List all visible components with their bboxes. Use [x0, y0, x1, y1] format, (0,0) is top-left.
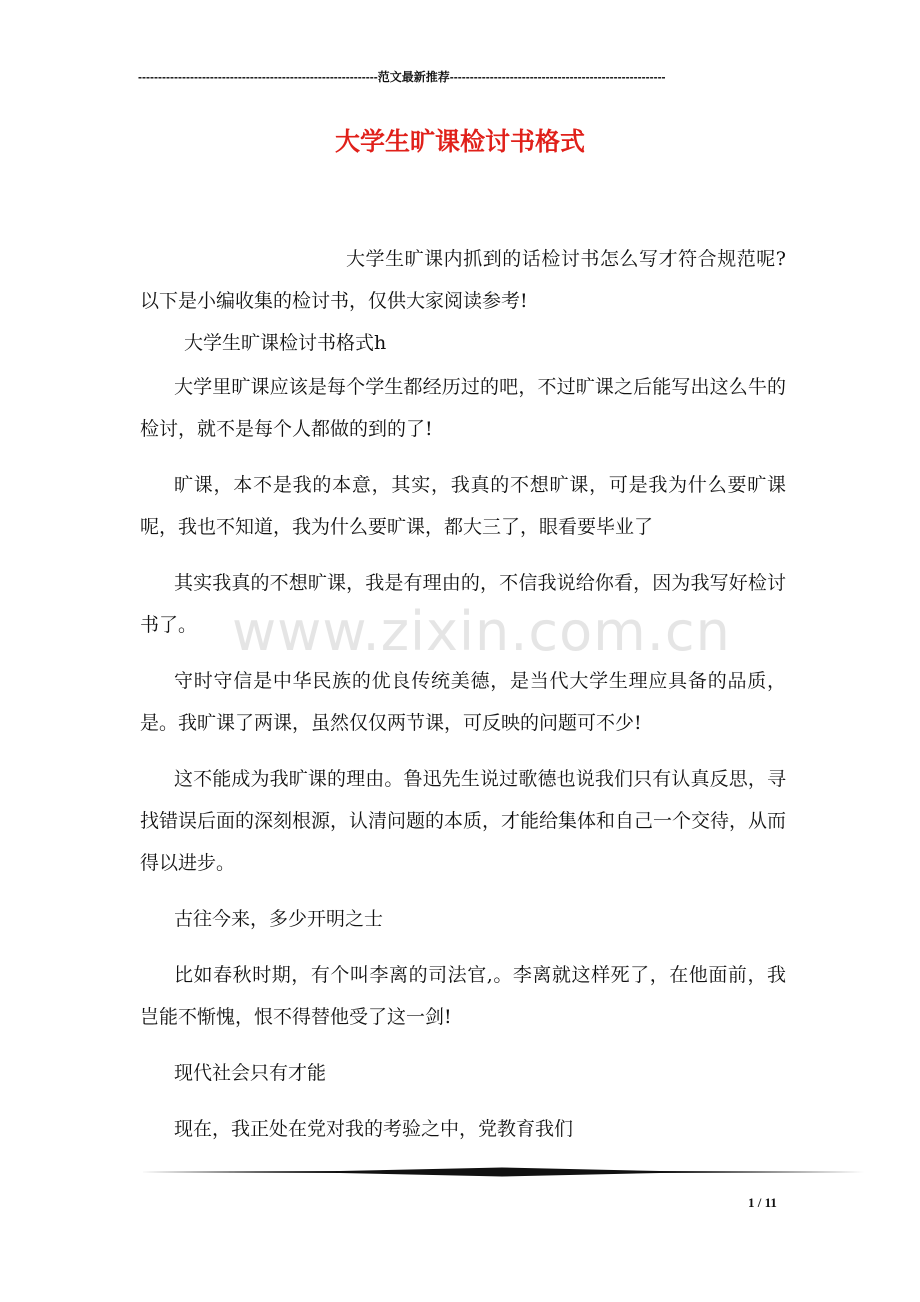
body-paragraph: 这不能成为我旷课的理由。鲁迅先生说过歌德也说我们只有认真反思，寻找错误后面的深刻根源，认清问题的本质，才能给集体和自己一个交待，从而得以进步。 [140, 768, 787, 874]
subheading: 大学生旷课检讨书格式h [184, 332, 387, 354]
body-paragraph: 现在，我正处在党对我的考验之中，党教育我们 [174, 1118, 574, 1140]
body-paragraph: 现代社会只有才能 [174, 1062, 327, 1084]
body-paragraph: 其实我真的不想旷课，我是有理由的，不信我说给你看，因为我写好检讨书了。 [140, 572, 786, 636]
document-title: 大学生旷课检讨书格式 [334, 127, 585, 156]
intro-paragraph: 大学生旷课内抓到的话检讨书怎么写才符合规范呢?以下是小编收集的检讨书，仅供大家阅读参考! [140, 248, 786, 312]
body-paragraph: 古往今来，多少开明之士 [174, 908, 384, 930]
footer-rule [140, 1164, 864, 1178]
watermark: www.zixin.com.cn [232, 600, 731, 663]
body-paragraph: 守时守信是中华民族的优良传统美德，是当代大学生理应具备的品质，是。我旷课了两课，虽然仅仅两节课，可反映的问题可不少! [140, 670, 786, 734]
body-paragraph: 比如春秋时期，有个叫李离的司法官,。李离就这样死了，在他面前，我岂能不惭愧，恨不得替他受了这一剑! [140, 964, 786, 1028]
page-number: 1 / 11 [748, 1195, 777, 1210]
document-body [140, 238, 786, 1164]
page-header: ------------------------------------------------------------范文最新推荐------------------------------------------------------ [138, 70, 666, 84]
body-paragraph: 旷课，本不是我的本意，其实，我真的不想旷课，可是我为什么要旷课呢，我也不知道，我为什么要旷课，都大三了，眼看要毕业了 [140, 474, 786, 538]
body-paragraph: 大学里旷课应该是每个学生都经历过的吧，不过旷课之后能写出这么牛的检讨，就不是每个人都做的到的了! [140, 376, 786, 440]
